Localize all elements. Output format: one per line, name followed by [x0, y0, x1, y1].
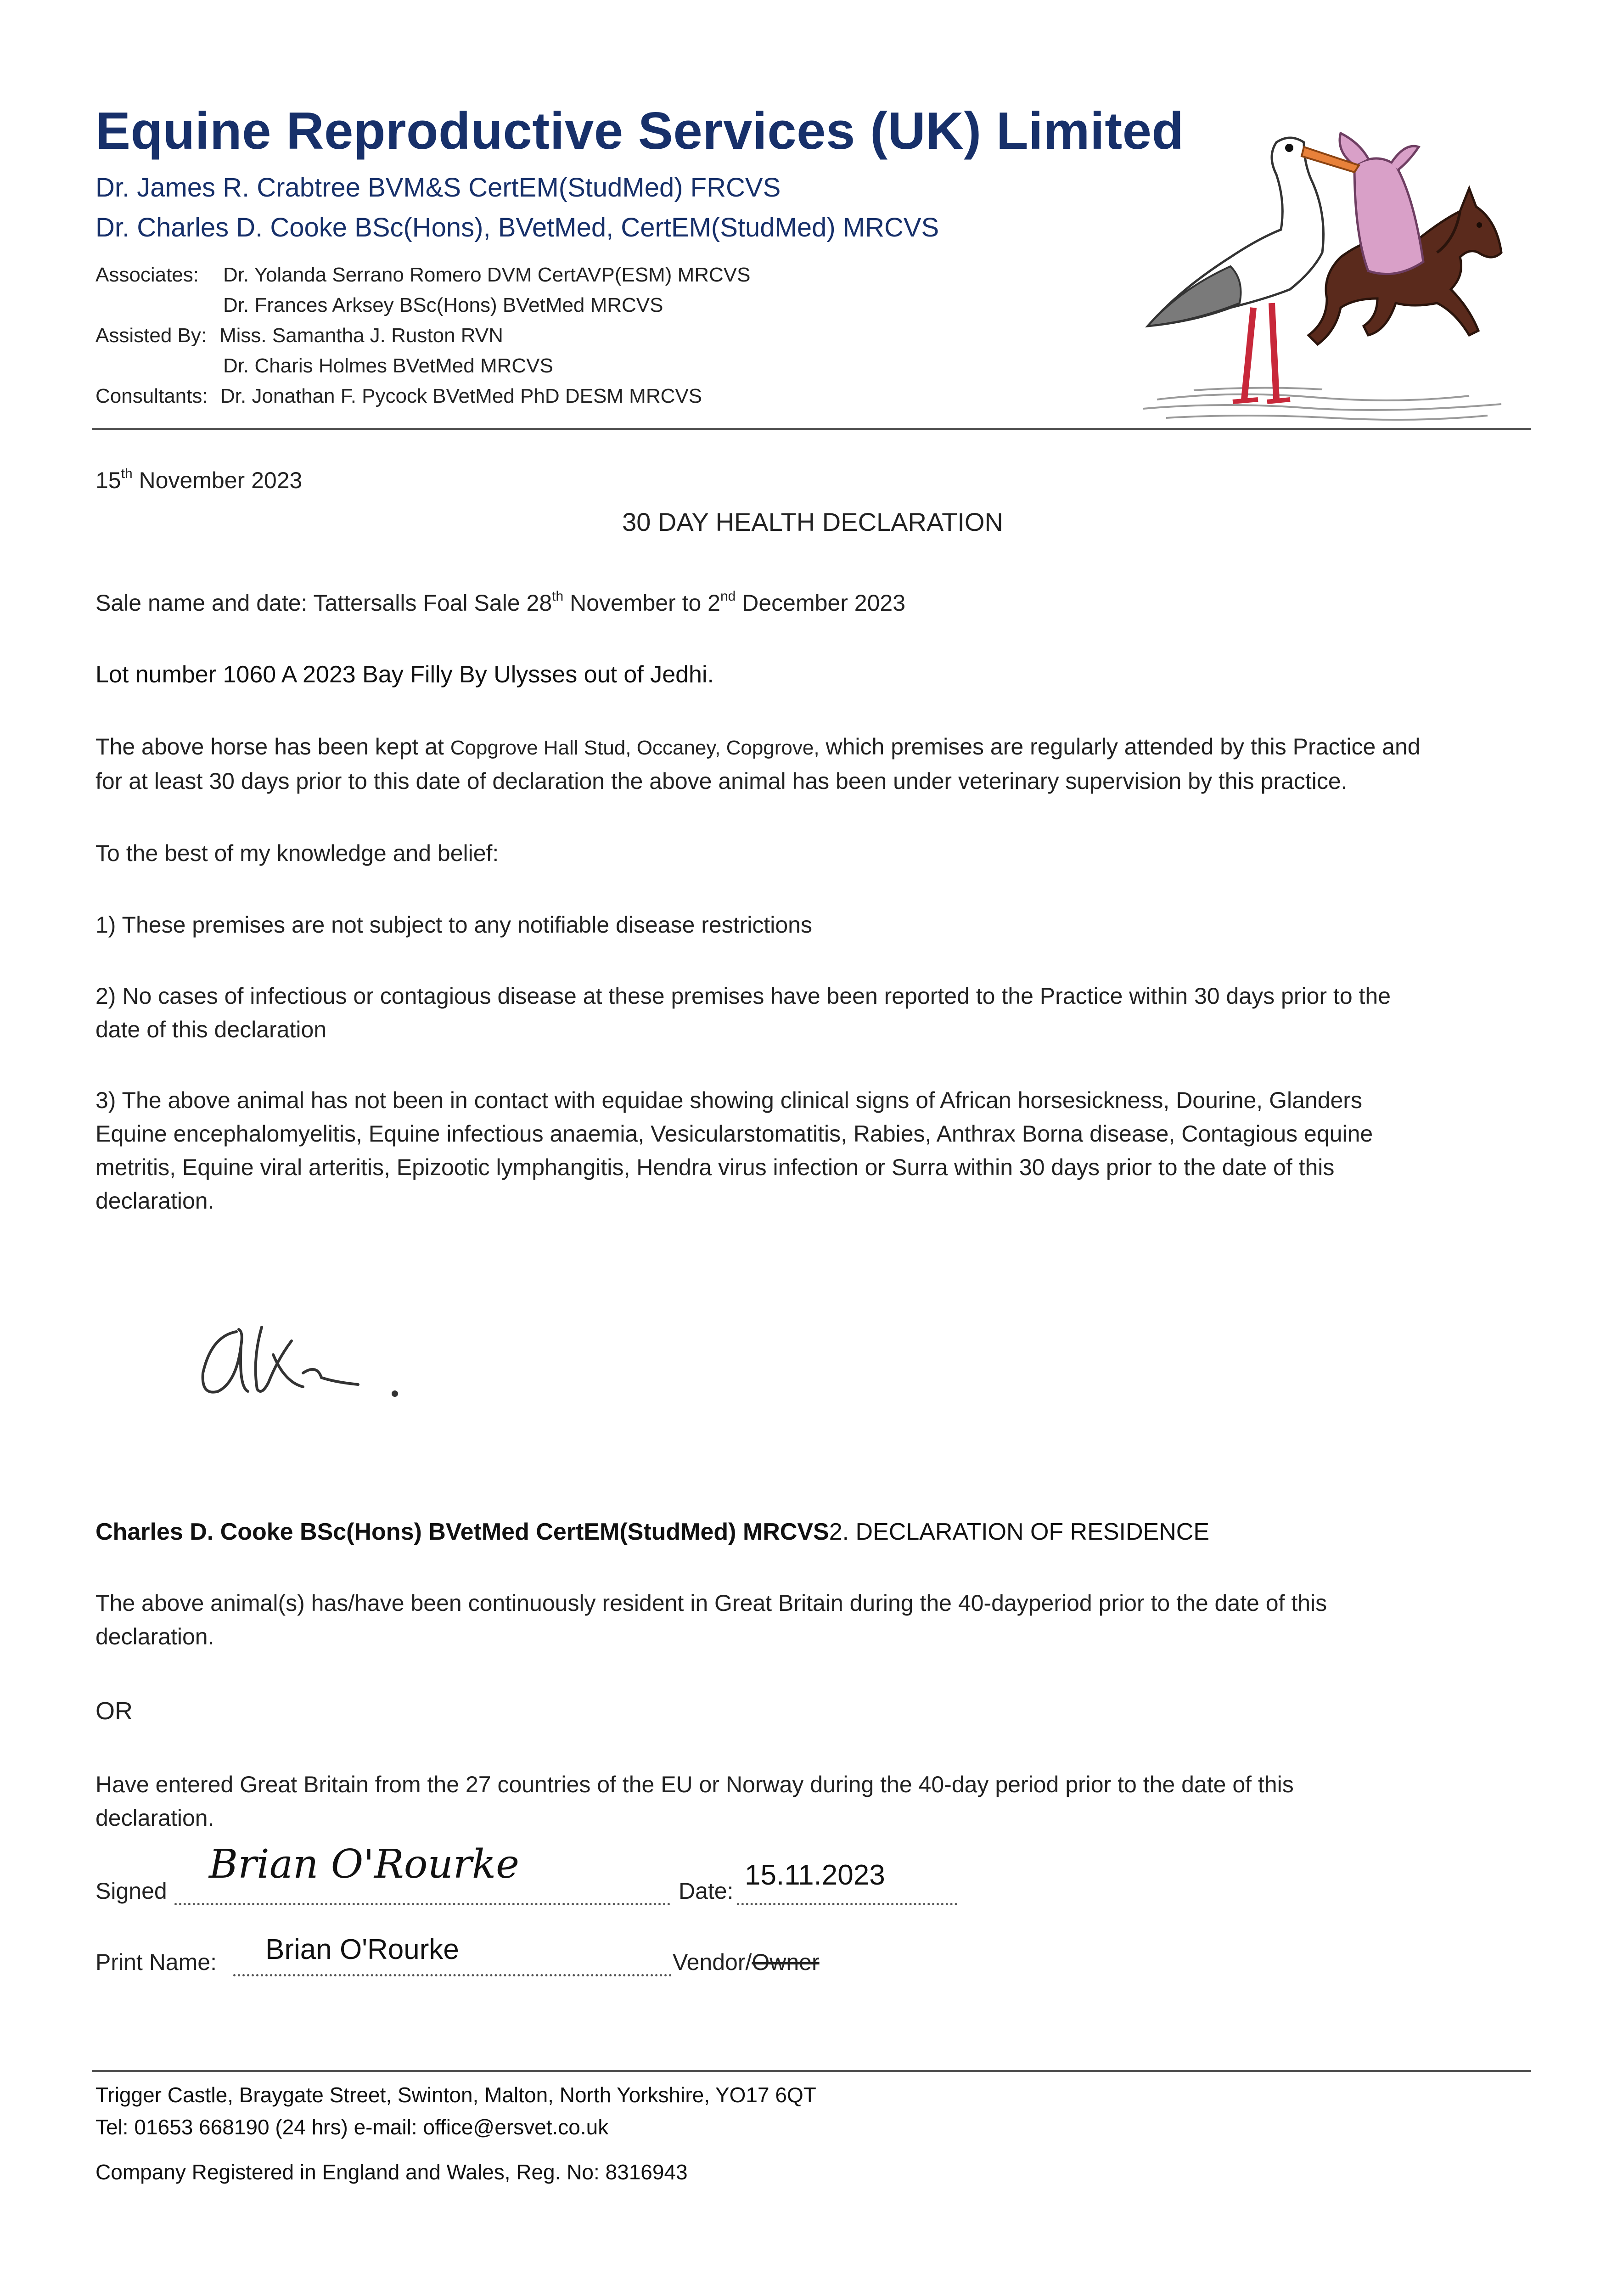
lot-number: Lot number 1060 A 2023 Bay Filly By Ulysses out of Jedhi. [95, 661, 714, 688]
or-separator: OR [95, 1697, 133, 1725]
staff-name: Dr. Yolanda Serrano Romero DVM CertAVP(ESM) MRCVS [223, 264, 751, 286]
document-title: 30 DAY HEALTH DECLARATION [622, 507, 1003, 536]
point-3-line: metritis, Equine viral arteritis, Epizootic lymphangitis, Hendra virus infection or Surra within 30 days prior to the date of this [95, 1154, 1335, 1180]
point-3 [95, 1084, 1533, 1218]
premises-line: The above horse has been kept at Copgrove Hall Stud, Occaney, Copgrove, which premises are regularly attended by this Practice and [95, 734, 1421, 760]
signed-line[interactable] [174, 1885, 670, 1905]
staff-row [95, 324, 876, 352]
footer-divider [92, 2070, 1531, 2072]
vet-name: Charles D. Cooke BSc(Hons) BVetMed CertEM(StudMed) MRCVS [95, 1519, 829, 1545]
staff-label: Assisted By: [95, 324, 207, 347]
signed-label: Signed [95, 1878, 167, 1904]
eu-statement [95, 1768, 1533, 1835]
point-2-line: date of this declaration [95, 1017, 327, 1042]
premises-line: for at least 30 days prior to this date of declaration the above animal has been under veterinary supervision by this practice. [95, 768, 1348, 794]
declaration-date: 15th November 2023 [95, 466, 303, 493]
company-name: Equine Reproductive Services (UK) Limited [95, 102, 1184, 160]
stork-icon [1148, 138, 1359, 402]
point-2-line: 2) No cases of infectious or contagious disease at these premises have been reported to the Practice within 30 days prior to the [95, 983, 1391, 1009]
stork-foal-logo [1139, 115, 1533, 432]
residence-line: declaration. [95, 1624, 214, 1649]
point-1: 1) These premises are not subject to any notifiable disease restrictions [95, 912, 812, 938]
staff-row [95, 294, 876, 321]
date-value: 15.11.2023 [745, 1859, 885, 1891]
point-3-line: declaration. [95, 1188, 214, 1214]
owner-role-struck: Owner [752, 1949, 820, 1975]
staff-row [95, 355, 876, 382]
vet-signature-mark [193, 1313, 409, 1424]
staff-label: Consultants: [95, 385, 208, 407]
partner-1: Dr. James R. Crabtree BVM&S CertEM(StudMed) FRCVS [95, 173, 781, 203]
residence-statement [95, 1587, 1533, 1654]
staff-name: Miss. Samantha J. Ruston RVN [219, 324, 503, 347]
point-3-line: 3) The above animal has not been in contact with equidae showing clinical signs of African horsesickness, Dourine, Glanders [95, 1087, 1362, 1113]
footer-address: Trigger Castle, Braygate Street, Swinton, Malton, North Yorkshire, YO17 6QT [95, 2083, 816, 2107]
ground-sketch [1143, 388, 1501, 420]
staff-name: Dr. Charis Holmes BVetMed MRCVS [223, 355, 553, 377]
vendor-owner [673, 1946, 902, 1979]
signed-signature: Brian O'Rourke [209, 1841, 519, 1887]
print-name-value: Brian O'Rourke [265, 1934, 459, 1965]
eu-line: declaration. [95, 1805, 214, 1831]
residence-line: The above animal(s) has/have been continuously resident in Great Britain during the 40-dayperiod prior to the date of this [95, 1590, 1327, 1616]
staff-row [95, 264, 876, 291]
footer-registration: Company Registered in England and Wales, Reg. No: 8316943 [95, 2160, 688, 2184]
sale-details: Sale name and date: Tattersalls Foal Sale 28th November to 2nd December 2023 [95, 589, 906, 616]
staff-name: Dr. Jonathan F. Pycock BVetMed PhD DESM MRCVS [220, 385, 702, 407]
staff-label: Associates: [95, 264, 199, 286]
point-3-line: Equine encephalomyelitis, Equine infectious anaemia, Vesicularstomatitis, Rabies, Anthrax Borna disease, Contagious equine [95, 1121, 1373, 1147]
header-divider [92, 428, 1531, 430]
footer-contact: Tel: 01653 668190 (24 hrs) e-mail: office@ersvet.co.uk [95, 2115, 609, 2139]
vet-signature-block [95, 1515, 1533, 1549]
residence-heading: 2. DECLARATION OF RESIDENCE [829, 1519, 1210, 1545]
partner-2: Dr. Charles D. Cooke BSc(Hons), BVetMed, CertEM(StudMed) MRCVS [95, 213, 939, 242]
eu-line: Have entered Great Britain from the 27 countries of the EU or Norway during the 40-day period prior to the date of this [95, 1772, 1294, 1797]
print-name-label: Print Name: [95, 1949, 217, 1975]
date-label: Date: [679, 1878, 734, 1904]
staff-row [95, 385, 876, 412]
vendor-role: Vendor/ [673, 1949, 752, 1975]
belief-statement: To the best of my knowledge and belief: [95, 840, 499, 866]
staff-name: Dr. Frances Arksey BSc(Hons) BVetMed MRCVS [223, 294, 663, 316]
point-2 [95, 979, 1533, 1047]
premises-statement [95, 730, 1533, 798]
